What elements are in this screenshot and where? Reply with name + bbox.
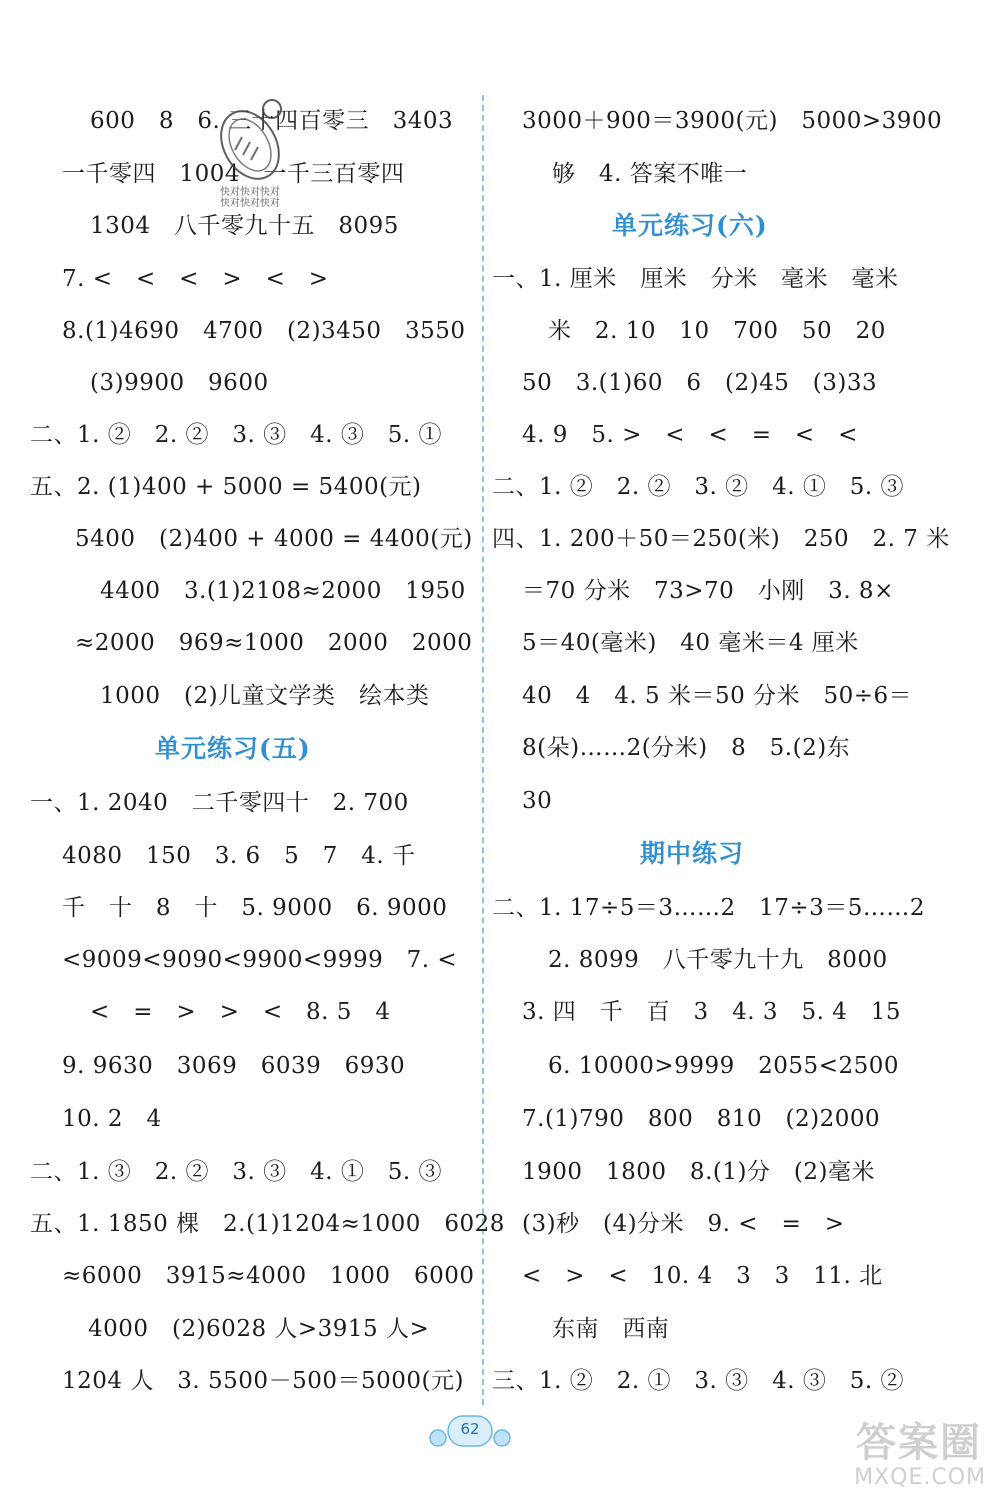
stamp-text-line: 快对快对快对 (220, 198, 280, 209)
text-line: 9. 9630 3069 6039 6930 (62, 1053, 406, 1079)
text-line: 7.(1)790 800 810 (2)2000 (522, 1106, 881, 1132)
text-line: 8(朵)……2(分米) 8 5.(2)东 (522, 735, 851, 761)
text-line: 6. 10000>9999 2055<2500 (548, 1053, 899, 1079)
text-line: 五、2. (1)400 + 5000 = 5400(元) (30, 474, 422, 500)
text-line: 40 4 4. 5 米＝50 分米 50÷6＝ (522, 683, 913, 709)
text-line: 4. 9 5. > < < = < < (522, 422, 858, 448)
watermark (802, 1409, 992, 1499)
text-line: 3000＋900＝3900(元) 5000>3900 (522, 108, 943, 134)
text-line: 二、1. ③ 2. ② 3. ③ 4. ① 5. ③ (30, 1159, 443, 1185)
stamp-logo (210, 95, 290, 209)
text-line: (3)秒 (4)分米 9. < = > (522, 1211, 845, 1237)
text-line: (3)9900 9600 (90, 370, 269, 396)
text-line: 5400 (2)400 + 4000 = 4400(元) (75, 526, 473, 552)
text-line: 千 十 8 十 5. 9000 6. 9000 (62, 895, 448, 921)
stamp-text (210, 187, 290, 209)
text-line: < > < 10. 4 3 3 11. 北 (522, 1263, 883, 1289)
text-line: 8.(1)4690 4700 (2)3450 3550 (62, 318, 466, 344)
text-line: ＝70 分米 73>70 小刚 3. 8× (522, 578, 894, 604)
text-line: 3. 四 千 百 3 4. 3 5. 4 15 (522, 999, 902, 1025)
section-heading: 单元练习(五) (155, 734, 311, 763)
text-line: <9009<9090<9900<9999 7. < (62, 947, 458, 973)
text-line: 1204 人 3. 5500－500＝5000(元) (62, 1368, 464, 1394)
text-line: 五、1. 1850 棵 2.(1)1204≈1000 6028 (30, 1211, 505, 1237)
text-line: 30 (522, 788, 553, 814)
stamp-text-line: 快对快对快对 (220, 187, 280, 198)
text-line: ≈6000 3915≈4000 1000 6000 (62, 1263, 475, 1289)
stamp-icon (210, 95, 290, 187)
text-line: 1000 (2)儿童文学类 绘本类 (100, 683, 430, 709)
text-line: 一、1. 2040 二千零四十 2. 700 (30, 790, 409, 816)
section-heading: 期中练习 (640, 839, 745, 868)
watermark-main-text: 答案圈 (856, 1420, 982, 1466)
text-line: 5＝40(毫米) 40 毫米＝4 厘米 (522, 630, 859, 656)
text-line: 4400 3.(1)2108≈2000 1950 (100, 578, 466, 604)
text-line: 50 3.(1)60 6 (2)45 (3)33 (522, 370, 878, 396)
text-line: 二、1. ② 2. ② 3. ③ 4. ③ 5. ① (30, 422, 443, 448)
text-line: 10. 2 4 (62, 1106, 162, 1132)
text-line: 三、1. ② 2. ① 3. ③ 4. ③ 5. ② (492, 1368, 905, 1394)
text-line: 2. 8099 八千零九十九 8000 (548, 947, 888, 973)
page-number-badge (428, 1412, 512, 1454)
text-line: 4000 (2)6028 人>3915 人> (88, 1316, 430, 1342)
text-line: 600 8 6. 三十四百零三 3403 (90, 108, 454, 134)
section-heading: 单元练习(六) (612, 211, 768, 240)
text-line: 1900 1800 8.(1)分 (2)毫米 (522, 1159, 875, 1185)
text-line: 四、1. 200＋50＝250(米) 250 2. 7 米 (492, 526, 950, 552)
text-line: 一千零四 1004 一千三百零四 (62, 161, 405, 187)
text-line: 东南 西南 (552, 1316, 670, 1342)
text-line: 米 2. 10 10 700 50 20 (548, 318, 886, 344)
text-line: 一、1. 厘米 厘米 分米 毫米 毫米 (492, 266, 899, 292)
text-line: 二、1. ② 2. ② 3. ② 4. ① 5. ③ (492, 474, 905, 500)
text-line: 4080 150 3. 6 5 7 4. 千 (62, 843, 416, 869)
text-line: 二、1. 17÷5＝3……2 17÷3＝5……2 (492, 895, 926, 921)
watermark-sub-text: MXQE.COM (854, 1465, 986, 1490)
text-line: 够 4. 答案不唯一 (552, 161, 748, 187)
text-line: 1304 八千零九十五 8095 (90, 213, 399, 239)
text-line: ≈2000 969≈1000 2000 2000 (75, 630, 473, 656)
text-line: 7. < < < > < > (62, 266, 329, 292)
page-number: 62 (460, 1420, 480, 1438)
text-line: < = > > < 8. 5 4 (90, 999, 391, 1025)
